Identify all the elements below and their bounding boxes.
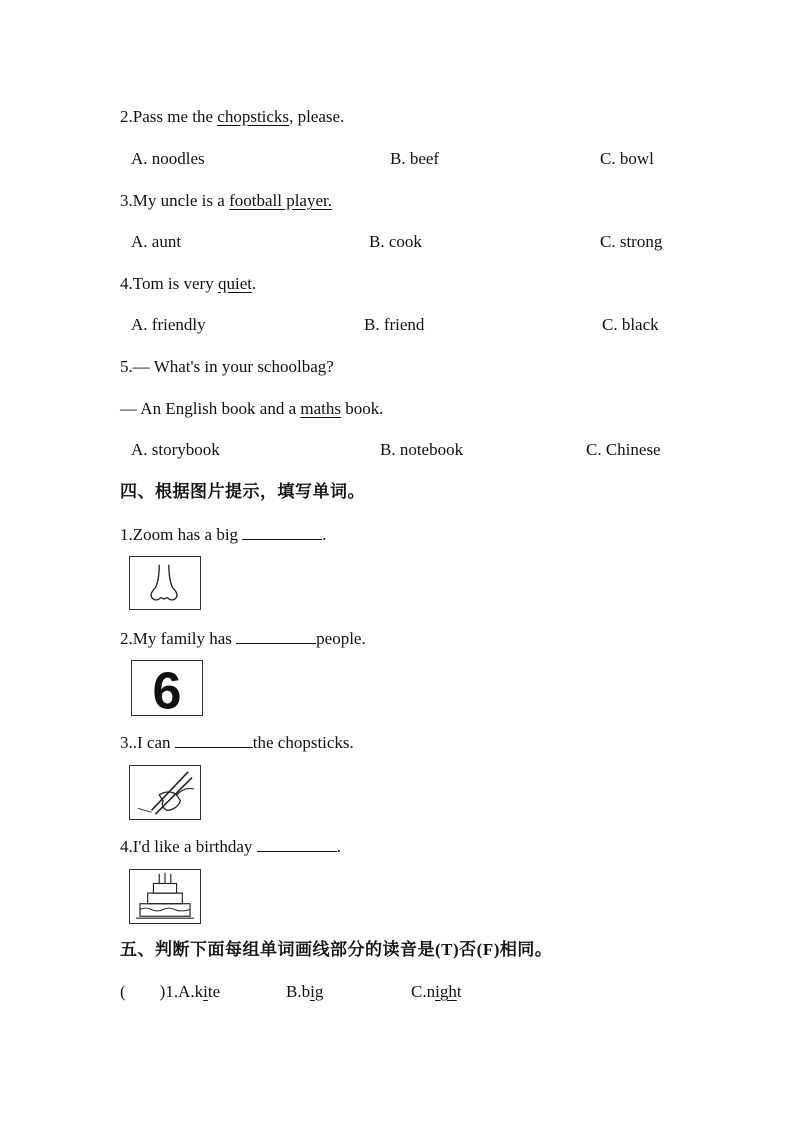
fill-question-3: 3..I can the chopsticks. [120, 733, 354, 752]
underlined-word: maths [300, 399, 341, 418]
section-heading: 四、根据图片提示，填写单词。 [120, 482, 365, 501]
answer-blank[interactable] [236, 627, 316, 644]
number-six-icon [131, 660, 203, 716]
question-4: 4.Tom is very quiet. [120, 274, 257, 293]
option-b: B. friend [364, 315, 425, 334]
underlined-letters: i [310, 982, 315, 1001]
option-c: C. bowl [600, 149, 654, 168]
fill-question-1: 1.Zoom has a big . [120, 525, 327, 544]
underlined-word: quiet [217, 274, 252, 293]
question-5-answer: — An English book and a maths book. [120, 399, 384, 418]
underlined-letters: i [203, 982, 208, 1001]
option-c: C. black [602, 315, 659, 334]
section-heading: 五、判断下面每组单词画线部分的读音是(T)否(F)相同。 [120, 940, 553, 959]
birthday-cake-icon [129, 869, 201, 924]
option-a: A. noodles [131, 149, 205, 168]
fill-question-2: 2.My family has people. [120, 629, 366, 648]
question-2: 2.Pass me the chopsticks, please. [120, 107, 345, 126]
nose-icon [129, 556, 201, 610]
option-b: B. notebook [380, 440, 464, 459]
phonics-question-1: ( )1.A.kite [120, 982, 221, 1001]
question-5: 5.— What's in your schoolbag? [120, 357, 334, 376]
chopsticks-hand-icon [129, 765, 201, 820]
phonics-option-c: C.night [411, 982, 462, 1001]
answer-blank[interactable] [175, 731, 253, 748]
option-c: C. Chinese [586, 440, 661, 459]
underlined-letters: igh [435, 982, 457, 1001]
answer-blank[interactable] [242, 523, 322, 540]
option-a: A. friendly [131, 315, 206, 334]
fill-question-4: 4.I'd like a birthday . [120, 837, 341, 856]
option-a: A. storybook [131, 440, 220, 459]
option-c: C. strong [600, 232, 663, 251]
phonics-option-b: B.big [286, 982, 324, 1001]
option-b: B. cook [369, 232, 422, 251]
option-b: B. beef [390, 149, 440, 168]
six-digit: 6 [152, 662, 182, 715]
question-3: 3.My uncle is a football player. [120, 191, 332, 210]
underlined-word: football player. [229, 191, 332, 210]
option-a: A. aunt [131, 232, 182, 251]
underlined-word: chopsticks [217, 107, 290, 126]
answer-blank[interactable] [257, 835, 337, 852]
